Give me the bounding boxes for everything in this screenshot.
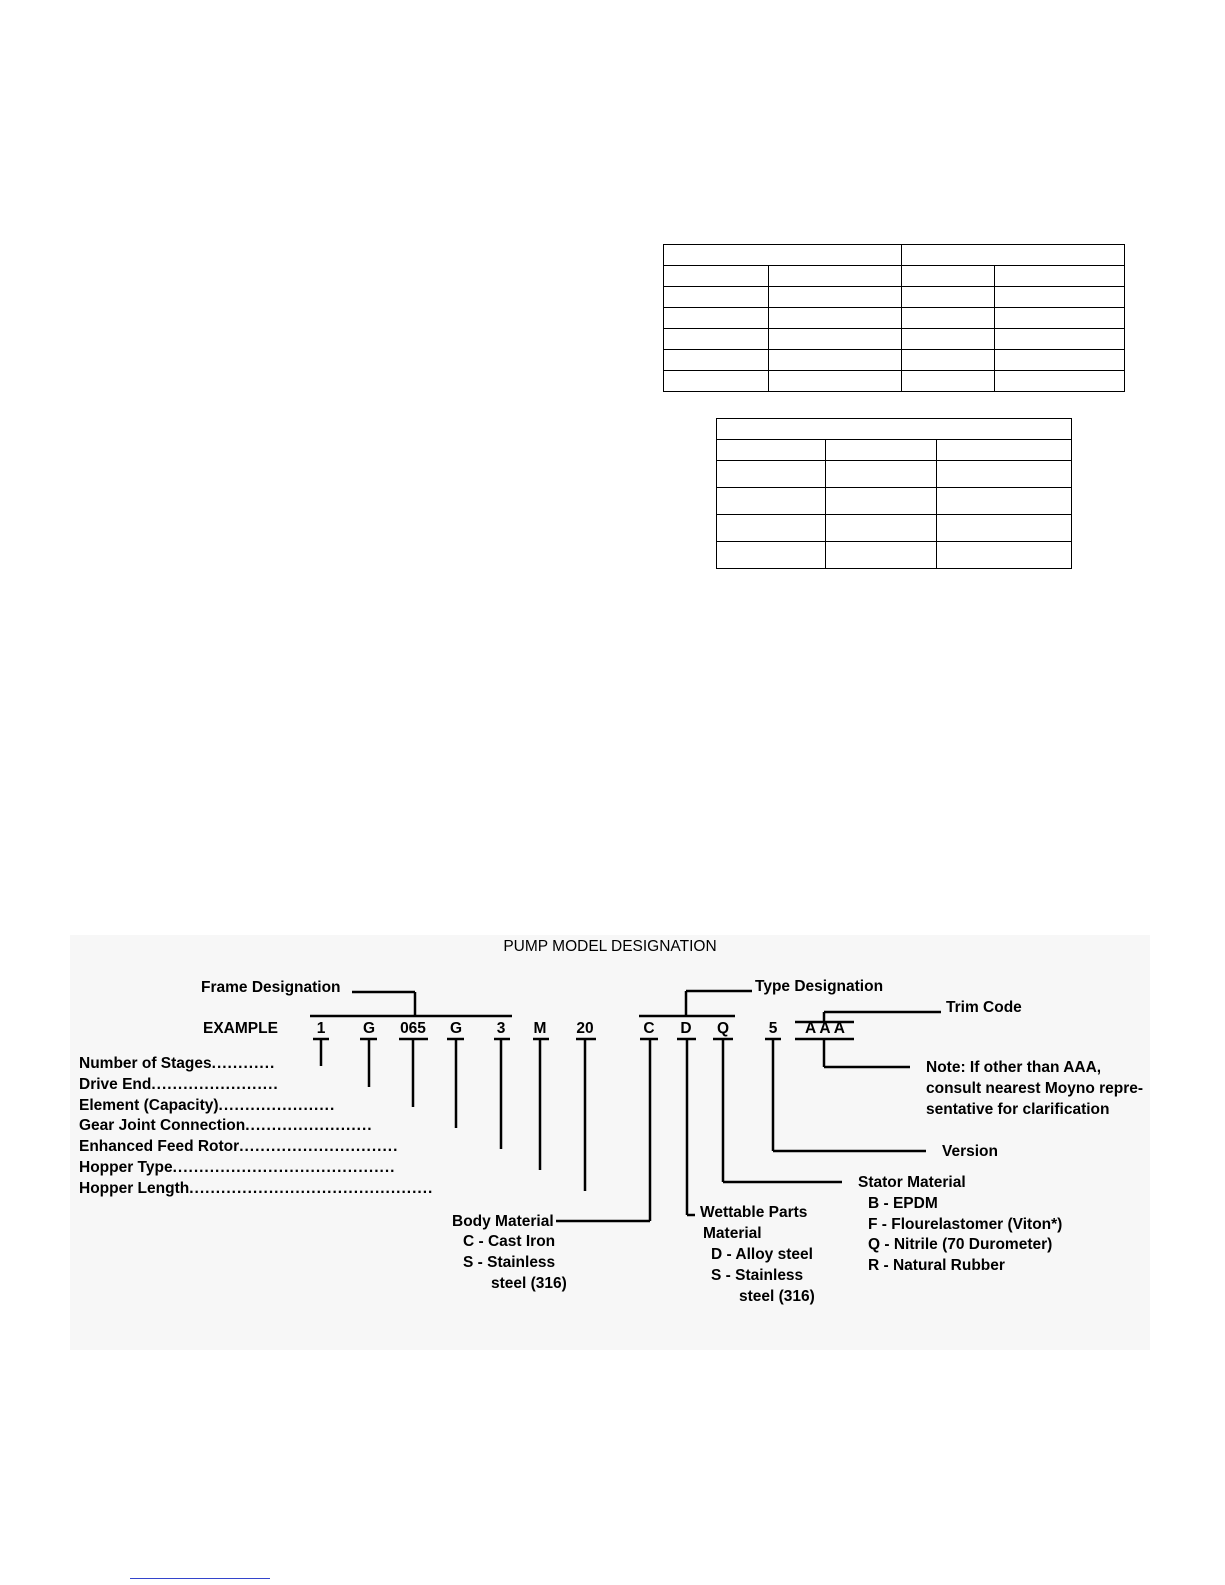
item-element-capacity: Element (Capacity)...................... xyxy=(79,1097,336,1114)
table-row xyxy=(717,488,1072,515)
item-enhanced-feed-rotor: Enhanced Feed Rotor.............................. xyxy=(79,1138,399,1155)
wettable-option: D - Alloy steel xyxy=(711,1246,813,1263)
empty-table-a xyxy=(663,244,1125,392)
table-row xyxy=(664,266,1125,287)
table-row xyxy=(717,440,1072,461)
code-drive-end: G xyxy=(362,1020,376,1037)
version-label: Version xyxy=(942,1143,998,1160)
code-wettable-parts: D xyxy=(680,1020,692,1037)
code-version: 5 xyxy=(768,1020,778,1037)
table-row xyxy=(664,287,1125,308)
stator-option: R - Natural Rubber xyxy=(868,1257,1005,1274)
item-gear-joint-connection: Gear Joint Connection........................ xyxy=(79,1117,373,1134)
item-number-of-stages: Number of Stages............ xyxy=(79,1055,276,1072)
example-label: EXAMPLE xyxy=(203,1020,278,1037)
trim-code-label: Trim Code xyxy=(946,999,1022,1016)
table-row xyxy=(664,308,1125,329)
table-row xyxy=(717,419,1072,440)
stator-option: B - EPDM xyxy=(868,1195,938,1212)
pump-model-designation-diagram xyxy=(70,935,1150,1350)
table-row xyxy=(717,542,1072,569)
code-gear-joint: G xyxy=(449,1020,463,1037)
stator-option: Q - Nitrile (70 Durometer) xyxy=(868,1236,1053,1253)
table-row xyxy=(717,461,1072,488)
trim-note-line-1: Note: If other than AAA, xyxy=(926,1059,1102,1076)
item-hopper-type: Hopper Type.......................................... xyxy=(79,1159,396,1176)
item-drive-end: Drive End........................ xyxy=(79,1076,279,1093)
wettable-option: S - Stainless xyxy=(711,1267,804,1284)
code-body-material: C xyxy=(643,1020,655,1037)
type-designation-label: Type Designation xyxy=(755,978,884,995)
code-feed-rotor: 3 xyxy=(496,1020,506,1037)
stator-option: F - Flourelastomer (Viton*) xyxy=(868,1216,1063,1233)
code-element: 065 xyxy=(400,1020,426,1037)
table-row xyxy=(664,329,1125,350)
code-hopper-type: M xyxy=(533,1020,547,1037)
table-row xyxy=(664,245,1125,266)
wettable-option: steel (316) xyxy=(739,1288,815,1305)
footnote-rule xyxy=(130,1578,270,1579)
wettable-parts-title-2: Material xyxy=(703,1225,762,1242)
empty-table-b xyxy=(716,418,1072,569)
frame-designation-label: Frame Designation xyxy=(201,979,341,996)
code-stages: 1 xyxy=(316,1020,326,1037)
code-stator-material: Q xyxy=(716,1020,730,1037)
code-hopper-length: 20 xyxy=(576,1020,594,1037)
item-hopper-length: Hopper Length.............................................. xyxy=(79,1180,434,1197)
trim-note-line-2: consult nearest Moyno repre- xyxy=(926,1080,1144,1097)
code-trim: A A A xyxy=(805,1020,845,1037)
trim-note-line-3: sentative for clarification xyxy=(926,1101,1110,1118)
table-row xyxy=(664,371,1125,392)
wettable-parts-title-1: Wettable Parts xyxy=(700,1204,808,1221)
body-material-title: Body Material xyxy=(452,1213,554,1230)
body-option: S - Stainless xyxy=(463,1254,556,1271)
body-option: C - Cast Iron xyxy=(463,1233,556,1250)
body-option: steel (316) xyxy=(491,1275,567,1292)
designation-title: PUMP MODEL DESIGNATION xyxy=(503,938,717,955)
stator-material-title: Stator Material xyxy=(858,1174,966,1191)
table-row xyxy=(664,350,1125,371)
table-row xyxy=(717,515,1072,542)
